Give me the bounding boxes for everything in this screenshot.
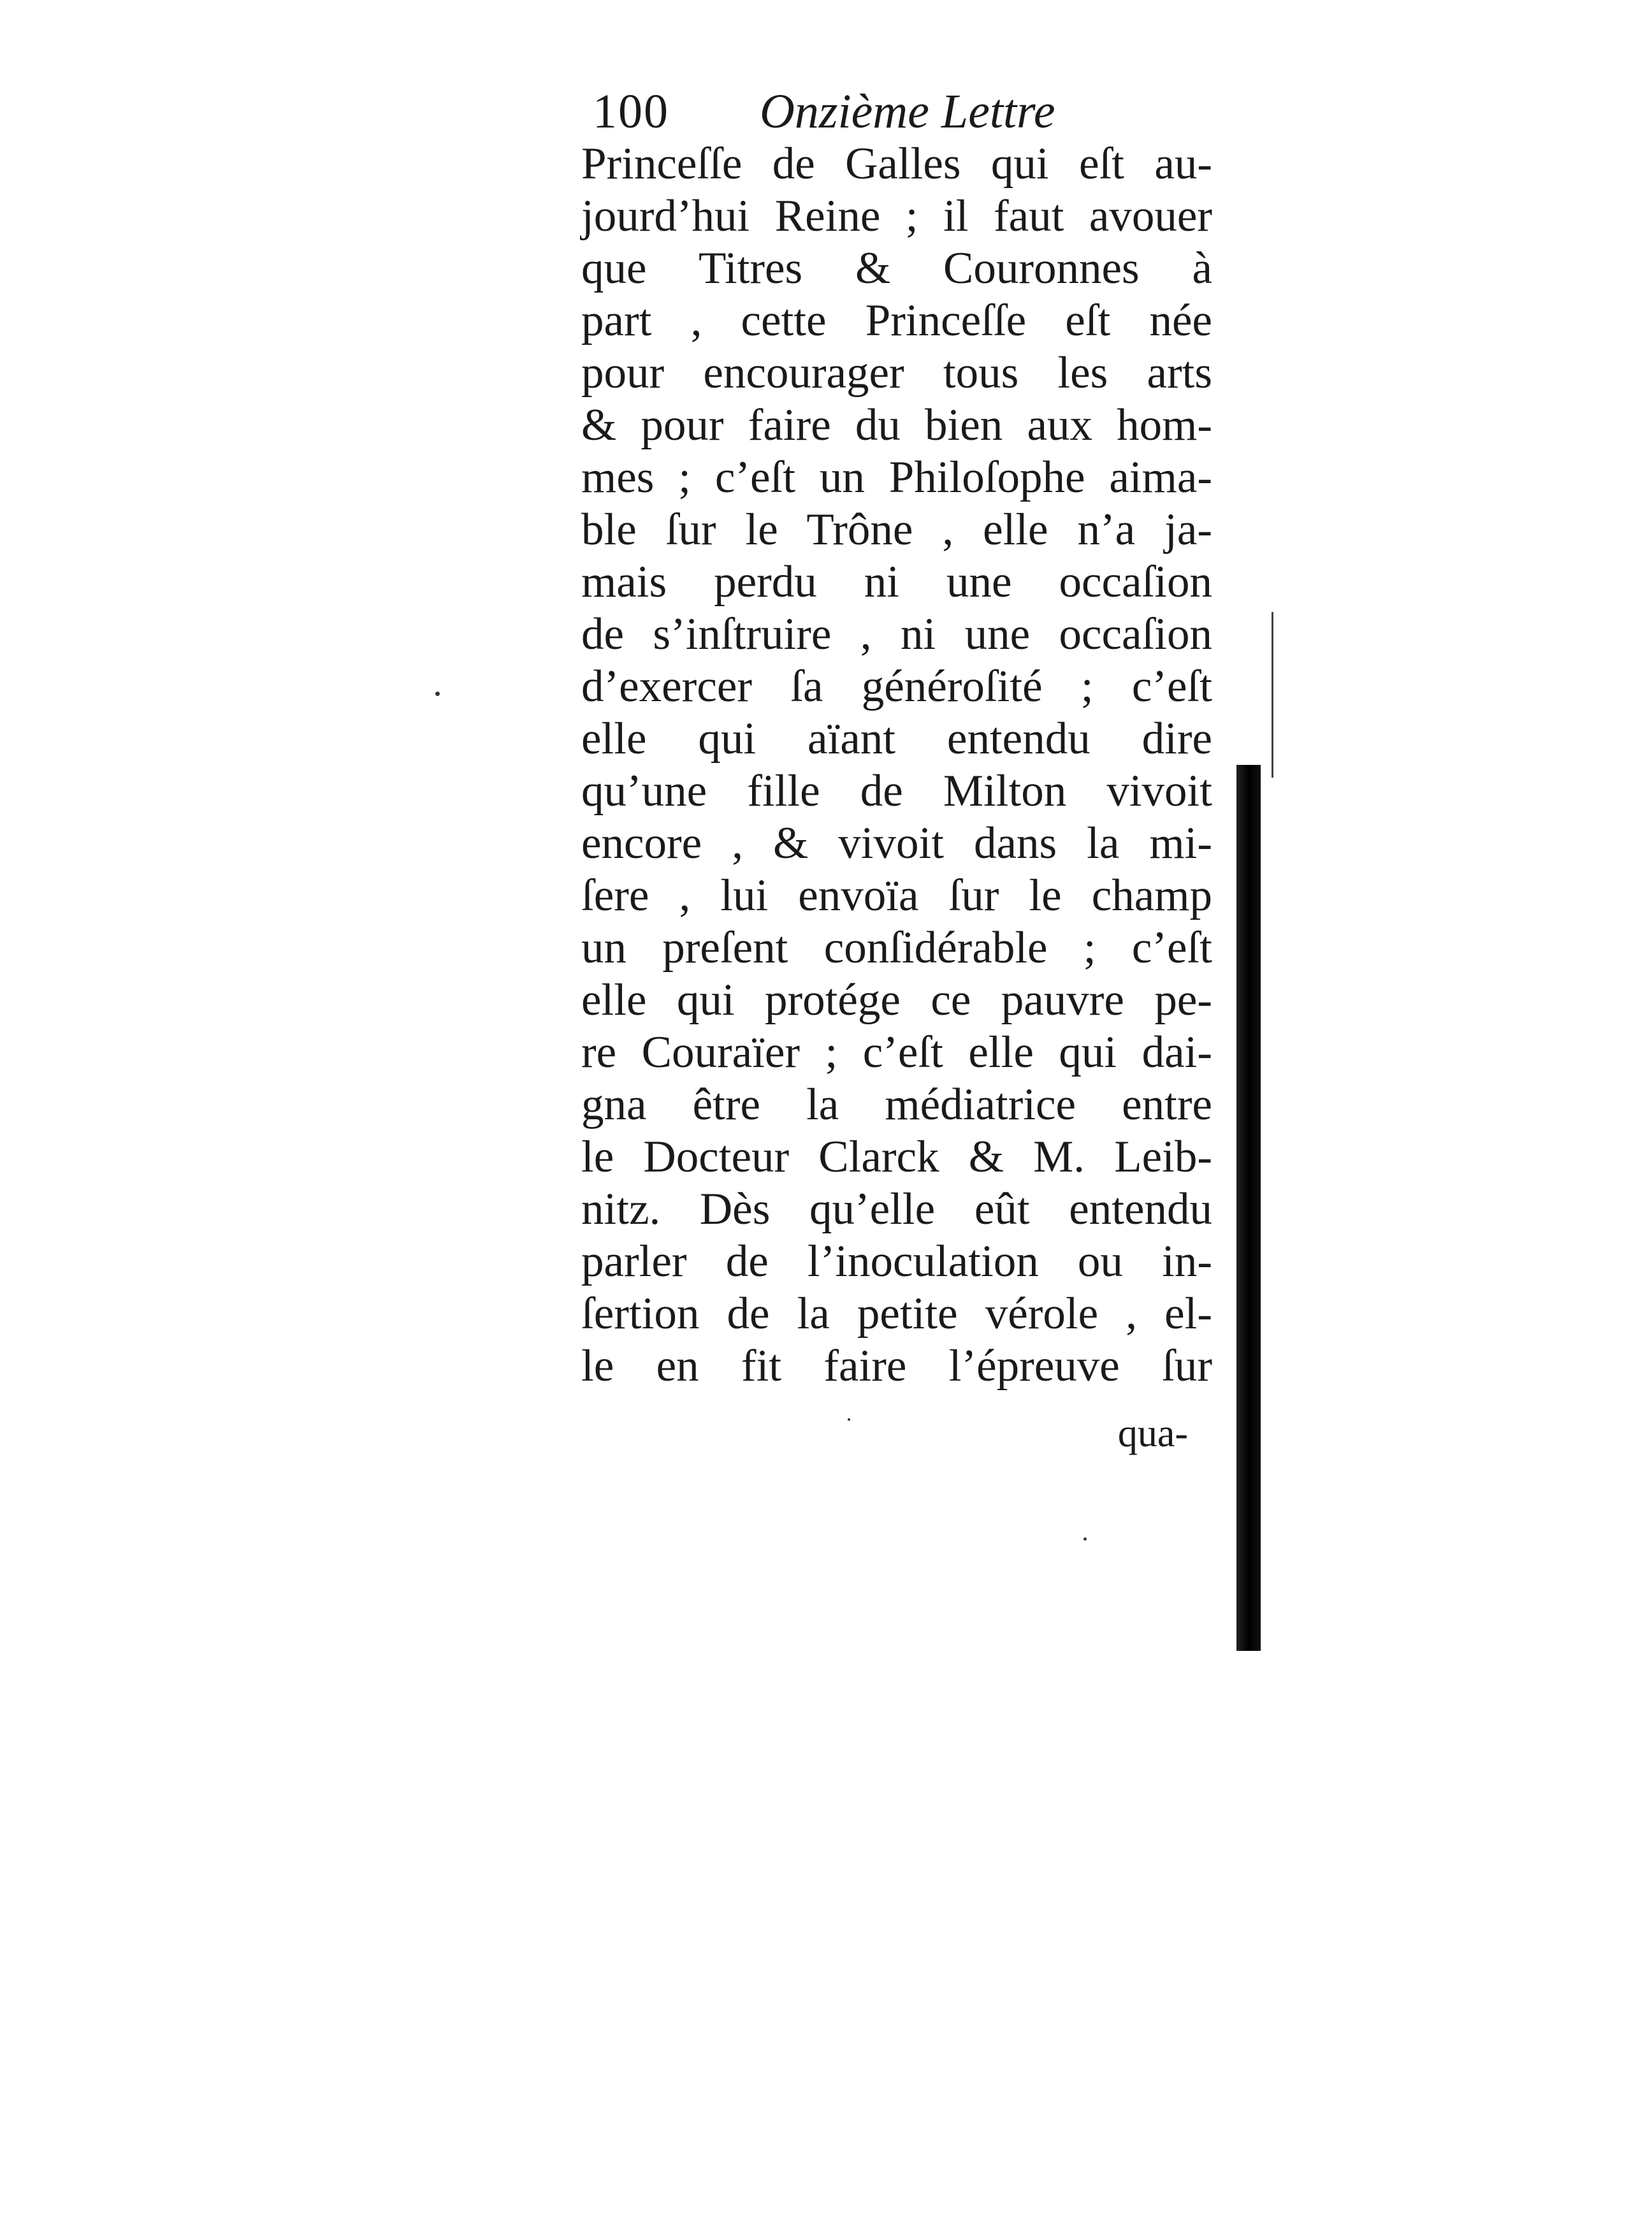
text-line: d’exercer ſa généroſité ; c’eſt [581, 662, 1212, 711]
text-line: gna être la médiatrice entre [581, 1080, 1212, 1129]
text-line: ble ſur le Trône , elle n’a ja- [581, 505, 1212, 555]
text-line: pour encourager tous les arts [581, 348, 1212, 398]
text-line: part , cette Princeſſe eſt née [581, 296, 1212, 345]
text-line: jourd’hui Reine ; il faut avouer [581, 191, 1212, 241]
text-line: un preſent conſidérable ; c’eſt [581, 923, 1212, 973]
text-line: mais perdu ni une occaſion [581, 557, 1212, 607]
text-line: elle qui aïant entendu dire [581, 714, 1212, 764]
text-line: Princeſſe de Galles qui eſt au- [581, 139, 1212, 189]
text-line: nitz. Dès qu’elle eût entendu [581, 1184, 1212, 1234]
page-edge-line [1272, 612, 1273, 778]
text-line: encore , & vivoit dans la mi- [581, 818, 1212, 868]
catchword: qua- [1117, 1412, 1188, 1455]
text-line: re Couraïer ; c’eſt elle qui dai- [581, 1027, 1212, 1077]
text-line: elle qui protége ce pauvre pe- [581, 975, 1212, 1025]
body-text [581, 138, 1212, 1392]
ink-speck [1083, 1537, 1087, 1541]
ink-speck [848, 1418, 850, 1421]
page-number: 100 [593, 85, 669, 138]
running-title: Onzième Lettre [760, 85, 1055, 138]
text-line: que Titres & Couronnes à [581, 243, 1212, 293]
ink-speck [435, 692, 440, 696]
text-line: le Docteur Clarck & M. Leib- [581, 1132, 1212, 1182]
text-line: le en fit faire l’épreuve ſur [581, 1341, 1212, 1391]
text-line: ſertion de la petite vérole , el- [581, 1289, 1212, 1339]
text-line: parler de l’inoculation ou in- [581, 1237, 1212, 1286]
text-line: mes ; c’eſt un Philoſophe aima- [581, 453, 1212, 502]
text-line: de s’inſtruire , ni une occaſion [581, 609, 1212, 659]
text-line: qu’une fille de Milton vivoit [581, 766, 1212, 816]
text-line: ſere , lui envoïa ſur le champ [581, 871, 1212, 920]
text-line: & pour faire du bien aux hom- [581, 400, 1212, 450]
page-edge-shadow [1236, 765, 1261, 1651]
page-header [593, 76, 1205, 147]
